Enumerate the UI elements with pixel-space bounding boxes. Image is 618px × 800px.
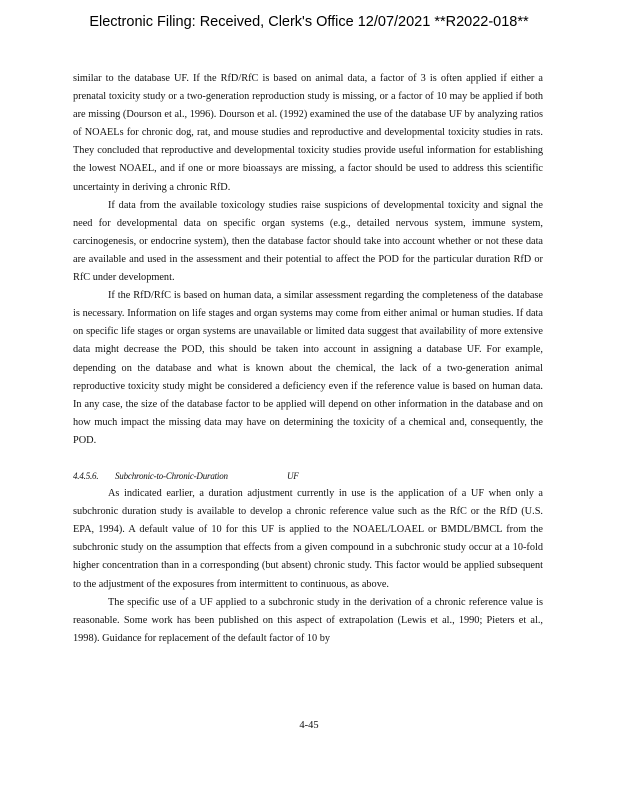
paragraph-subchronic-use: The specific use of a UF applied to a subchronic study in the derivation of a chronic reference value is reasonable. Some work has been published on this aspect of extrapolation (Lewis et al., 1990; Pieters et al., 1998). Guidance for replacement of the default factor of 10 by: [73, 596, 543, 644]
section-heading: [73, 467, 543, 485]
paragraph-human-data: If the RfD/RfC is based on human data, a similar assessment regarding the completeness of the database is necessary. Information on life stages and organ systems may come from either animal or human studies. If data on specific life stages or organ systems are unavailable or limited data suggest that availability of more extensive data might decrease the POD, this should be taken into account in assigning a database UF. For example, depending on the database and what is known about the chemical, the lack of a two-generation animal reproductive toxicity study might be considered a deficiency even if the reference value is based on human data. In any case, the size of the database factor to be applied will depend on other information in the database and on how much impact the missing data may have on determining the toxicity of a chemical and, consequently, the POD.: [73, 290, 543, 446]
section-number: 4.4.5.6.: [73, 470, 99, 481]
section-title: Subchronic-to-Chronic-Duration: [115, 470, 228, 481]
filing-header: Electronic Filing: Received, Clerk's Office 12/07/2021 **R2022-018**: [89, 14, 529, 30]
paragraph-duration-adjustment: As indicated earlier, a duration adjustment currently in use is the application of a UF when only a subchronic duration study is available to develop a chronic reference value such as the RfC or the RfD (U.S. EPA, 1994). A default value of 10 for this UF is applied to the NOAEL/LOAEL or BMDL/BMCL from the subchronic study on the assumption that effects from a given compound in a subchronic study occur at a 10-fold higher concentration than in a corresponding (but absent) chronic study. This factor would be applied subsequent to the adjustment of the exposures from intermittent to continuous, as above.: [73, 488, 543, 590]
paragraph-developmental-toxicity: If data from the available toxicology studies raise suspicions of developmental toxicity and signal the need for developmental data on specific organ systems (e.g., detailed nervous system, immune system, carcinogenesis, or endocrine system), then the database factor should take into account whether or not these data are available and used in the assessment and their potential to affect the POD for the particular duration RfD or RfC under development.: [73, 199, 543, 284]
page-number: 4-45: [299, 720, 319, 731]
section-title-suffix: UF: [287, 470, 299, 481]
document-body: [73, 70, 543, 648]
paragraph-database-uf: similar to the database UF. If the RfD/RfC is based on animal data, a factor of 3 is often applied if either a prenatal toxicity study or a two-generation reproduction study is missing, or a factor of 10 may be applied if both are missing (Dourson et al., 1996). Dourson et al. (1992) examined the use of the database UF by analyzing ratios of NOAELs for chronic dog, rat, and mouse studies and reproductive and developmental toxicity studies in rats. They concluded that reproductive and developmental toxicity studies provide useful information for establishing the lowest NOAEL, and if one or more bioassays are missing, a factor should be used to address this scientific uncertainty in deriving a chronic RfD.: [73, 73, 543, 193]
